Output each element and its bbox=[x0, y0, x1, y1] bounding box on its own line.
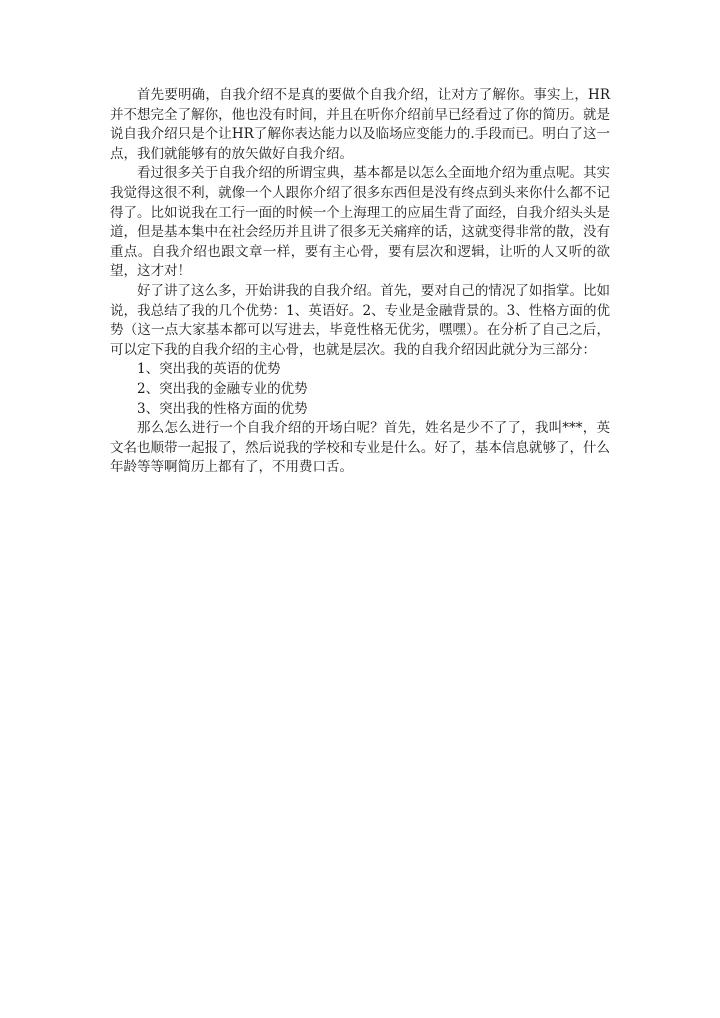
list-item: 3、突出我的性格方面的优势 bbox=[137, 400, 308, 417]
paragraph-my-intro: 好了讲了这么多，开始讲我的自我介绍。首先，要对自己的情况了如指掌。比如说，我总结了我的几个优势：1、英语好。2、专业是金融背景的。3、性格方面的优势（这一点大家基本都可以写进去，毕竟性格无优劣，嘿嘿）。在分析了自己之后，可以定下我的自我介绍的主心骨，也就是层次。我的自我介绍因此就分为三部分： bbox=[110, 282, 610, 358]
document-body bbox=[110, 86, 610, 478]
paragraph-opening: 那么怎么进行一个自我介绍的开场白呢？首先，姓名是少不了了，我叫***，英文名也顺带一起报了，然后说我的学校和专业是什么。好了，基本信息就够了，什么年龄等等啊简历上都有了，不用费口舌。 bbox=[110, 420, 610, 476]
paragraph-intro: 首先要明确，自我介绍不是真的要做个自我介绍，让对方了解你。事实上，HR并不想完全了解你，他也没有时间，并且在听你介绍前早已经看过了你的简历。就是说自我介绍只是个让HR了解你表达能力以及临场应变能力的.手段而已。明白了这一点，我们就能够有的放矢做好自我介绍。 bbox=[110, 87, 610, 162]
paragraph-guides: 看过很多关于自我介绍的所谓宝典，基本都是以怎么全面地介绍为重点呢。其实我觉得这很不利，就像一个人跟你介绍了很多东西但是没有终点到头来你什么都不记得了。比如说我在工行一面的时候一个上海理工的应届生背了面经，自我介绍头头是道，但是基本集中在社会经历并且讲了很多无关痛痒的话，这就变得非常的散，没有重点。自我介绍也跟文章一样，要有主心骨，要有层次和逻辑，让听的人又听的欲望，这才对！ bbox=[110, 165, 610, 280]
list-item: 2、突出我的金融专业的优势 bbox=[137, 380, 308, 397]
list-item: 1、突出我的英语的优势 bbox=[137, 361, 281, 378]
